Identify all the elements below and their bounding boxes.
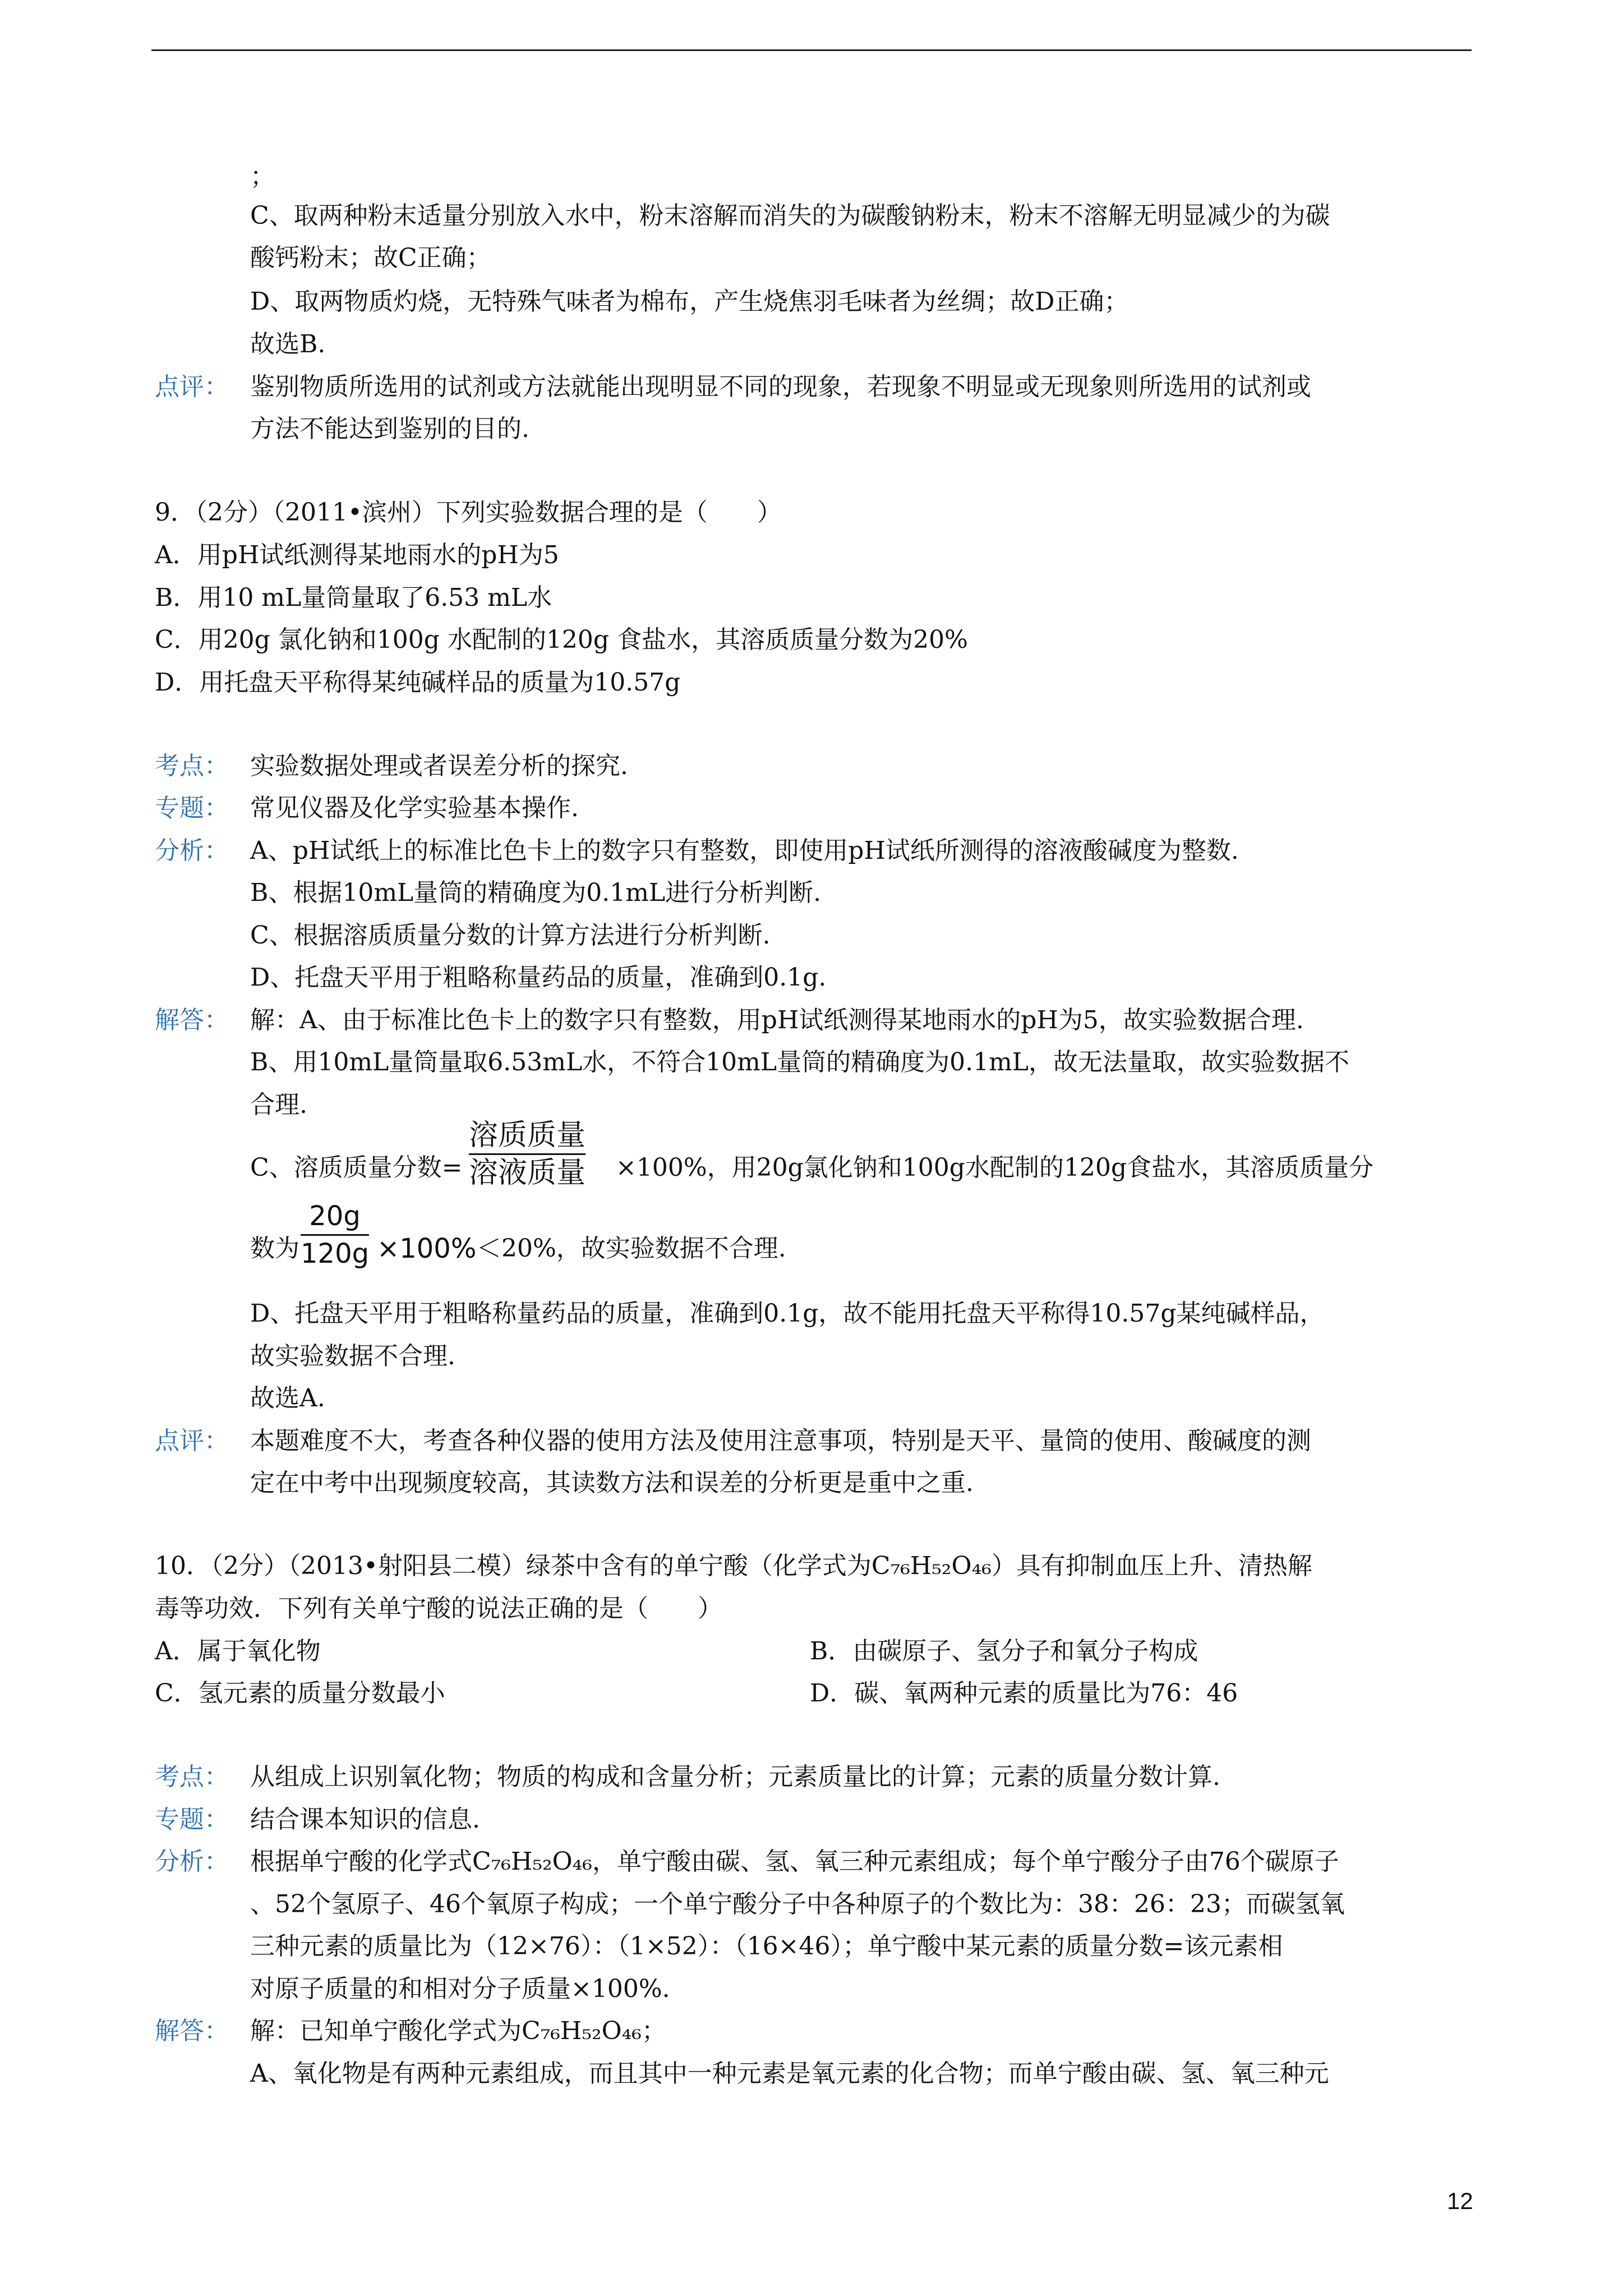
text-line: C、取两种粉末适量分别放入水中，粉末溶解而消失的为碳酸钠粉末，粉末不溶解无明显减少的为碳 [250,201,1330,230]
section-label-answer: 解答： [155,1006,229,1034]
section-label-analysis: 分析： [155,1847,229,1876]
text-line: 数为 [250,1234,299,1263]
section-label-comment: 点评： [155,1427,229,1455]
header-rule [151,49,1472,51]
fraction-numerator: 20g [309,1200,361,1232]
text-line: A、氧化物是有两种元素组成，而且其中一种元素是氧元素的化合物；而单宁酸由碳、氢、氧三种元 [250,2059,1329,2088]
text-line: 故选B. [250,330,326,358]
text-line: 本题难度不大，考查各种仪器的使用方法及使用注意事项，特别是天平、量筒的使用、酸碱度的测 [250,1427,1311,1455]
text-line: 常见仪器及化学实验基本操作. [250,794,579,822]
question-9-stem: 9．（2分）（2011•滨州）下列实验数据合理的是（ ） [155,498,782,527]
option-a: A．属于氧化物 [155,1637,321,1665]
section-label-subject: 专题： [155,794,229,822]
option-b: B．用10 mL量筒量取了6.53 mL水 [155,583,552,612]
fraction-bar [469,1153,585,1155]
text-line: 对原子质量的和相对分子质量×100%. [250,1975,670,2003]
text-line: 方法不能达到鉴别的目的. [250,415,529,443]
option-b: B．由碳原子、氢分子和氧分子构成 [810,1637,1198,1665]
text-line: C、根据溶质质量分数的计算方法进行分析判断. [250,921,771,950]
option-c: C．氢元素的质量分数最小 [155,1679,445,1708]
text-line: B、用10mL量筒量取6.53mL水，不符合10mL量筒的精确度为0.1mL，故无法量取，故实验数据不 [250,1048,1350,1076]
section-label-topic: 考点： [155,752,229,780]
text-line: 定在中考中出现频度较高，其读数方法和误差的分析更是重中之重. [250,1469,974,1497]
fraction-denominator: 溶液质量 [469,1156,586,1190]
text-line: 解：A、由于标准比色卡上的数字只有整数，用pH试纸测得某地雨水的pH为5，故实验数据合理. [250,1006,1304,1034]
section-label-analysis: 分析： [155,836,229,865]
text-line: 实验数据处理或者误差分析的探究. [250,752,628,780]
text-line: 故选A. [250,1384,325,1412]
question-10-stem: 毒等功效．下列有关单宁酸的说法正确的是（ ） [155,1594,722,1623]
section-label-comment: 点评： [155,372,229,401]
option-d: D．碳、氧两种元素的质量比为76：46 [810,1679,1238,1708]
fraction-20g-120g [301,1199,369,1271]
fraction-solute-mass [469,1119,585,1190]
page-number: 12 [1447,2188,1473,2214]
text-line: ×100%，用20g氯化钠和100g水配制的120g食盐水，其溶质质量分 [616,1153,1374,1182]
option-a: A．用pH试纸测得某地雨水的pH为5 [155,541,559,569]
text-line: 结合课本知识的信息. [250,1805,480,1834]
fraction-denominator: 120g [301,1238,370,1269]
text-line: ＜20%，故实验数据不合理. [477,1234,786,1263]
text-line: 解：已知单宁酸化学式为C₇₆H₅₂O₄₆； [250,2017,666,2045]
fraction-bar [301,1234,369,1236]
text-line: A、pH试纸上的标准比色卡上的数字只有整数，即使用pH试纸所测得的溶液酸碱度为整数. [250,836,1239,865]
text-line: D、取两物质灼烧，无特殊气味者为棉布，产生烧焦羽毛味者为丝绸；故D正确； [250,287,1129,316]
text-line: B、根据10mL量筒的精确度为0.1mL进行分析判断. [250,878,822,907]
text-line: 酸钙粉末；故C正确； [250,243,491,272]
section-label-subject: 专题： [155,1805,229,1834]
text-line: 根据单宁酸的化学式C₇₆H₅₂O₄₆，单宁酸由碳、氢、氧三种元素组成；每个单宁酸分子由76个碳原子 [250,1847,1339,1876]
section-label-answer: 解答： [155,2017,229,2045]
text-line: 鉴别物质所选用的试剂或方法就能出现明显不同的现象，若现象不明显或无现象则所选用的试剂或 [250,372,1311,401]
option-c: C．用20g 氯化钠和100g 水配制的120g 食盐水，其溶质质量分数为20% [155,625,968,654]
text-line: 三种元素的质量比为（12×76）：（1×52）：（16×46）；单宁酸中某元素的质量分数=该元素相 [250,1932,1283,1961]
fraction-numerator: 溶质质量 [469,1119,586,1152]
option-d: D．用托盘天平称得某纯碱样品的质量为10.57g [155,668,681,697]
text-line: 、52个氢原子、46个氧原子构成；一个单宁酸分子中各种原子的个数比为：38：26：23；而碳氢氧 [250,1890,1345,1918]
section-label-topic: 考点： [155,1763,229,1791]
question-10-stem: 10．（2分）（2013•射阳县二模）绿茶中含有的单宁酸（化学式为C₇₆H₅₂O₄₆）具有抑制血压上升、清热解 [155,1552,1312,1580]
text-line: C、溶质质量分数= [250,1153,463,1182]
text-line: D、托盘天平用于粗略称量药品的质量，准确到0.1g. [250,963,827,992]
text-line: 合理. [250,1091,307,1119]
text-line: D、托盘天平用于粗略称量药品的质量，准确到0.1g，故不能用托盘天平称得10.57g某纯碱样品， [250,1299,1325,1328]
text-line: ×100% [377,1233,477,1264]
text-line: ； [250,162,275,191]
text-line: 故实验数据不合理. [250,1342,455,1370]
text-line: 从组成上识别氧化物；物质的构成和含量分析；元素质量比的计算；元素的质量分数计算. [250,1763,1220,1791]
